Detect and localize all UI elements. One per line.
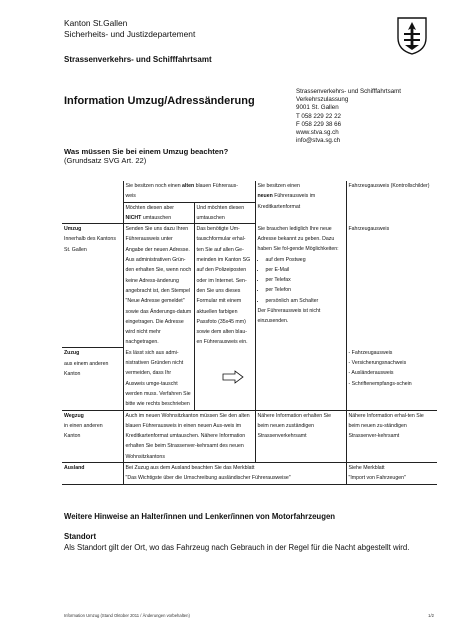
header-vehicle: Fahrzeugausweis (Kontrollschilder) [346,181,437,224]
footer-text: Information Umzug (Stand Oktober 2011 / Änderungen vorbehalten) [64,613,190,618]
row-sublabel: in einen anderen Kanton [64,422,103,440]
cell-text: "Import von Fahrzeugen" [348,475,406,482]
table-header-row [62,181,437,202]
list-item: • per Telefax [266,275,344,285]
cell-umzug-vehicle: Fahrzeugausweis [346,224,437,348]
standort-text: Als Standort gilt der Ort, wo das Fahrzeug nach Gebrauch in der Regel für die Nacht abgestellt wird. [64,543,410,552]
address-line: Strassenverkehrs- und Schifffahrtsamt [296,88,402,95]
list-item: - Schriftenempfangs-schein [348,380,412,387]
header-text: Sie besitzen einen [257,183,300,189]
page-number: 1/2 [428,613,434,618]
row-ausland [62,463,437,485]
cell-address-options [255,224,346,410]
header-text: blauen Führeraus- [195,183,238,189]
row-wegzug [62,410,437,462]
list-item: - Fahrzeugausweis [348,349,393,356]
header-emph: alten [182,183,195,189]
header-emph: neuen [257,193,273,200]
cell-ausland-license [123,463,346,485]
cell-text: Der Führerausweis ist nicht einzusenden. [257,308,321,325]
header-text: weis [125,193,136,200]
header-not-exchange [123,202,194,224]
row-label: Wegzug [64,412,84,419]
coat-of-arms-icon [395,16,429,56]
cell-text: "Das Wichtigste über die Umschreibung ausländischer Führerausweise" [125,475,291,482]
address-block [296,88,446,145]
row-label-ausland [62,463,123,485]
address-website[interactable]: www.stva.sg.ch [296,129,339,137]
cell-wegzug-vehicle: Nähere Information erhal-ten Sie beim neuen zu-ständigen Strassenver-kehrsamt [346,410,437,462]
list-item: - Ausländerausweis [348,370,394,377]
address-phone: T 058 229 22 22 [296,112,341,120]
org-name: Kanton St.Gallen [64,18,128,28]
cell-ausland-vehicle [346,463,437,485]
list-item: • per Telefon [266,285,344,295]
page-title: Information Umzug/Adressänderung [64,95,255,107]
cell-text: Siehe Merkblatt [348,465,385,472]
header-old-license [123,181,255,202]
header-text: Führerausweis im Kreditkartenformat [257,193,316,210]
cell-text: Bei Zuzug aus dem Ausland beachten Sie das Merkblatt [125,465,255,472]
header-org [64,18,195,40]
row-sublabel: Innerhalb des Kantons St. Gallen [64,236,116,253]
address-fax: F 058 229 38 66 [296,120,342,128]
row-label-umzug [62,224,123,348]
cell-zuzug-old: Es lässt sich aus admi-nistrativen Gründen nicht vermeiden, dass Ihr Ausweis umge-tauscht werden muss. Verfahren Sie bitte wie rechts beschrieben [123,348,194,410]
row-sublabel: aus einem anderen Kanton [64,360,109,377]
section-heading-standort: Standort [64,532,97,541]
header-emph: NICHT [125,214,142,221]
question-heading: Was müssen Sie bei einem Umzug beachten? [64,147,229,156]
info-table [62,181,437,485]
header-text: Möchten diesen aber [125,204,174,211]
org-department: Sicherheits- und Justizdepartement [64,29,196,39]
row-label: Ausland [64,465,85,472]
arrow-right-icon [222,370,244,384]
row-label-zuzug [62,348,123,410]
option-list [258,255,344,306]
department-name: Strassenverkehrs- und Schifffahrtsamt [64,55,212,64]
address-email[interactable]: info@stva.sg.ch [296,137,341,145]
address-line: 9001 St. Gallen [296,104,339,112]
row-umzug [62,224,437,348]
row-label-wegzug [62,410,123,462]
cell-text: Sie brauchen lediglich Ihre neue Adresse bekannt zu geben. Dazu haben Sie fol-gende Möglichkeiten: [257,225,339,253]
cell-exchange-procedure: Das benötigte Um-tauschformular erhal-ten Sie auf allen Ge-meinden im Kanton SG auf den Polizeiposten oder im Internet. Sen-den Sie uns dieses Formular mit einem aktuellen farbigen Passfoto (35x45 mm) sowie dem alten blau-en Führerausweis ein. [194,224,255,410]
list-item: • per E-Mail [266,265,344,275]
address-line: Verkehrszulassung [296,96,349,104]
row-label: Umzug [64,226,82,233]
section-heading-more: Weitere Hinweise an Halter/innen und Lenker/innen von Motorfahrzeugen [64,512,336,521]
list-item: - Versicherungsnachweis [348,360,407,367]
cell-umzug-old: Senden Sie uns dazu Ihren Führerausweis unter Angabe der neuen Adresse. Aus administrativen Grün-den erhalten Sie, wenn noch keine Adress-änderung angebracht ist, den Stempel "Neue Adresse gemeldet" sowie das Änderungs-datum eingetragen. Die Adresse wird nicht mehr nachgetragen. [123,224,194,348]
cell-wegzug-new: Nähere Information erhalten Sie beim neuen zuständigen Strassenverkehrsamt [255,410,346,462]
header-exchange: Und möchten diesen umtauschen [194,202,255,224]
list-item: • auf dem Postweg [266,255,344,265]
cell-zuzug-vehicle [346,348,437,410]
row-label: Zuzug [64,350,80,357]
header-new-license [255,181,346,224]
header-text: Sie besitzen noch einen [125,183,181,189]
list-item: • persönlich am Schalter [266,296,344,306]
page-footer [64,613,434,618]
cell-wegzug-old: Auch im neuen Wohnsitzkanton müssen Sie den alten blauen Führerausweis in einen neuen Aus-weis im Kreditkartenformat umtauschen. Nähere Information erhalten Sie beim Strassenver-kehrsamt des neuen Wohnsitzkantons [123,410,255,462]
question-subtitle: (Grundsatz SVG Art. 22) [64,156,147,165]
header-text: umtauschen [142,214,172,221]
